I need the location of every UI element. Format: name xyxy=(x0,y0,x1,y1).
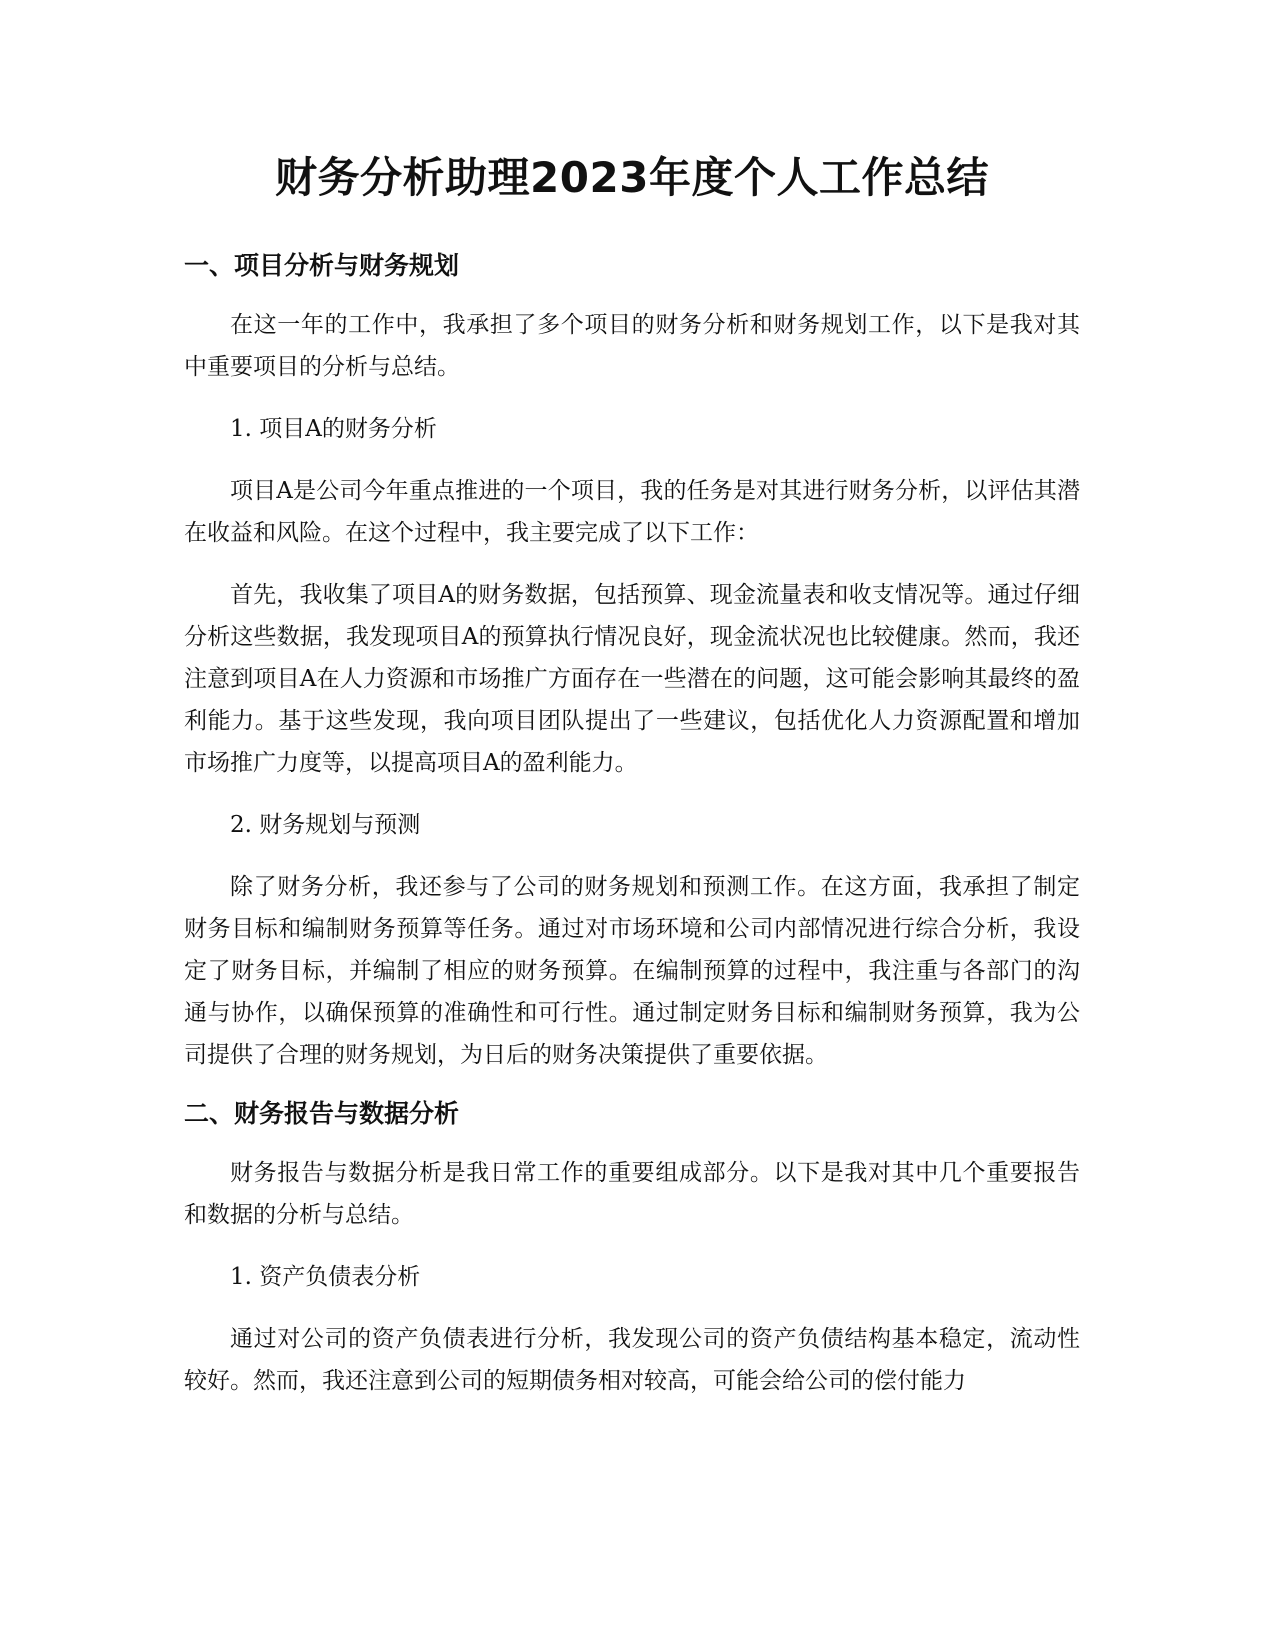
document-title: 财务分析助理2023年度个人工作总结 xyxy=(275,153,989,202)
section-1-item-2-label: 2. 财务规划与预测 xyxy=(230,812,421,838)
document-body xyxy=(184,248,1080,1422)
document-page xyxy=(184,0,1080,1650)
section-2-item-1-paragraph: 通过对公司的资产负债表进行分析，我发现公司的资产负债结构基本稳定，流动性较好。然而，我还注意到公司的短期债务相对较高，可能会给公司的偿付能力 xyxy=(184,1326,1080,1394)
section-2-heading: 二、财务报告与数据分析 xyxy=(184,1099,460,1128)
section-2-intro: 财务报告与数据分析是我日常工作的重要组成部分。以下是我对其中几个重要报告和数据的分析与总结。 xyxy=(184,1160,1080,1228)
section-1-item-2-paragraph: 除了财务分析，我还参与了公司的财务规划和预测工作。在这方面，我承担了制定财务目标和编制财务预算等任务。通过对市场环境和公司内部情况进行综合分析，我设定了财务目标，并编制了相应的财务预算。在编制预算的过程中，我注重与各部门的沟通与协作，以确保预算的准确性和可行性。通过制定财务目标和编制财务预算，我为公司提供了合理的财务规划，为日后的财务决策提供了重要依据。 xyxy=(184,874,1080,1068)
section-1-item-1-paragraph-1: 项目A是公司今年重点推进的一个项目，我的任务是对其进行财务分析，以评估其潜在收益和风险。在这个过程中，我主要完成了以下工作： xyxy=(184,478,1080,546)
section-1-intro: 在这一年的工作中，我承担了多个项目的财务分析和财务规划工作，以下是我对其中重要项目的分析与总结。 xyxy=(184,312,1080,380)
section-1-heading: 一、项目分析与财务规划 xyxy=(184,251,460,280)
section-1-item-1-paragraph-2: 首先，我收集了项目A的财务数据，包括预算、现金流量表和收支情况等。通过仔细分析这些数据，我发现项目A的预算执行情况良好，现金流状况也比较健康。然而，我还注意到项目A在人力资源和市场推广方面存在一些潜在的问题，这可能会影响其最终的盈利能力。基于这些发现，我向项目团队提出了一些建议，包括优化人力资源配置和增加市场推广力度等，以提高项目A的盈利能力。 xyxy=(184,582,1080,776)
section-2-item-1-label: 1. 资产负债表分析 xyxy=(230,1264,421,1290)
section-1-item-1-label: 1. 项目A的财务分析 xyxy=(230,416,437,442)
